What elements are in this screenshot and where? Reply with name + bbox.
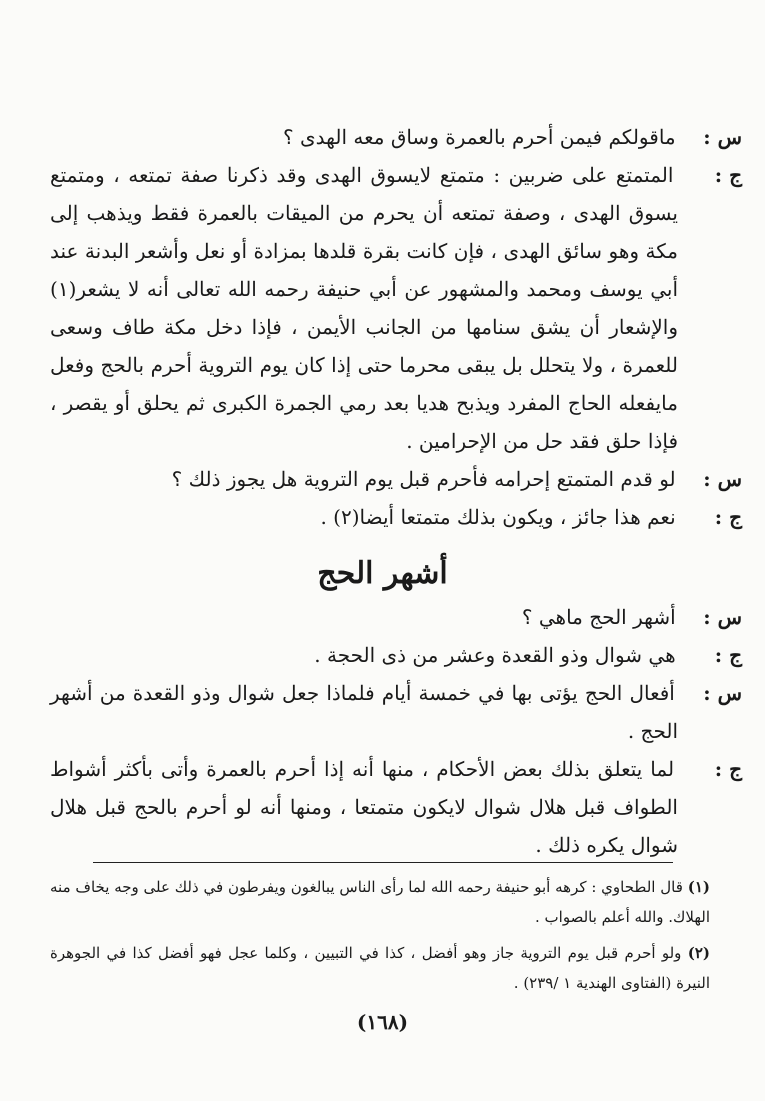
- answer-marker: ج :: [714, 757, 743, 781]
- qa-item: [50, 636, 742, 674]
- answer-text: نعم هذا جائز ، ويكون بذلك متمتعا أيضا(٢) .: [320, 505, 676, 529]
- section-heading: أشهر الحج: [317, 556, 448, 591]
- question-marker: س :: [703, 605, 742, 629]
- question-marker: س :: [703, 125, 742, 149]
- answer-text: المتمتع على ضربين : متمتع لايسوق الهدى وقد ذكرنا صفة تمتعه ، ومتمتع يسوق الهدى ، وصفة تمتعه أن يحرم من الميقات بالعمرة فقط ويذهب إلى مكة وهو سائق الهدى ، فإن كانت بقرة قلدها بمزادة أو نعل وأشعر البدنة عند أبي يوسف ومحمد والمشهور عن أبي حنيفة رحمه الله تعالى أنه لا يشعر(١) والإشعار أن يشق سنامها من الجانب الأيمن ، فإذا دخل مكة طاف وسعى للعمرة ، ولا يتحلل بل يبقى محرما حتى إذا كان يوم التروية أحرم بالحج وفعل مايفعله الحاج المفرد ويذبح هديا بعد رمي الجمرة الكبرى ثم يحلق أو يقصر ، فإذا حلق فقد حل من الإحرامين .: [50, 163, 678, 453]
- answer-marker: ج :: [714, 643, 742, 667]
- footnote-1: [50, 872, 710, 932]
- footnote-text: ولو أحرم قبل يوم التروية جاز وهو أفضل ، كذا في التبيين ، وكلما عجل فهو أفضل كذا في الجوهرة النيرة (الفتاوى الهندية ١ /٢٣٩) .: [50, 944, 710, 992]
- qa-item: [50, 156, 743, 460]
- footnote-2: [50, 938, 710, 998]
- qa-item: [50, 460, 742, 498]
- qa-item: [50, 674, 742, 750]
- answer-text: لما يتعلق بذلك بعض الأحكام ، منها أنه إذا أحرم بالعمرة وأتى بأكثر أشواط الطواف قبل هلال شوال لايكون متمتعا ، ومنها أنه لو أحرم بالحج قبل هلال شوال يكره ذلك .: [50, 757, 678, 857]
- page-number: (١٦٨): [356, 1010, 409, 1034]
- answer-text: هي شوال وذو القعدة وعشر من ذى الحجة .: [314, 643, 676, 667]
- footnote-text: قال الطحاوي : كرهه أبو حنيفة رحمه الله لما رأى الناس يبالغون ويفرطون في ذلك على وجه يخاف منه الهلاك. والله أعلم بالصواب .: [50, 878, 710, 926]
- qa-item: [50, 118, 742, 156]
- question-text: أشهر الحج ماهي ؟: [521, 605, 676, 629]
- footnote-divider: [93, 862, 673, 863]
- answer-marker: ج :: [714, 505, 742, 529]
- question-marker: س :: [703, 467, 742, 491]
- qa-item: [50, 750, 743, 864]
- question-text: أفعال الحج يؤتى بها في خمسة أيام فلماذا جعل شوال وذو القعدة من أشهر الحج .: [50, 681, 678, 743]
- question-text: ماقولكم فيمن أحرم بالعمرة وساق معه الهدى ؟: [283, 125, 676, 149]
- footnote-number: (١): [687, 878, 710, 896]
- question-marker: س :: [703, 681, 742, 705]
- qa-block-1: [50, 118, 743, 536]
- question-text: لو قدم المتمتع إحرامه فأحرم قبل يوم التروية هل يجوز ذلك ؟: [171, 467, 676, 491]
- answer-marker: ج :: [714, 163, 743, 187]
- qa-item: [50, 598, 742, 636]
- footnote-number: (٢): [687, 944, 710, 962]
- qa-item: [50, 498, 742, 536]
- qa-block-2: [50, 598, 743, 864]
